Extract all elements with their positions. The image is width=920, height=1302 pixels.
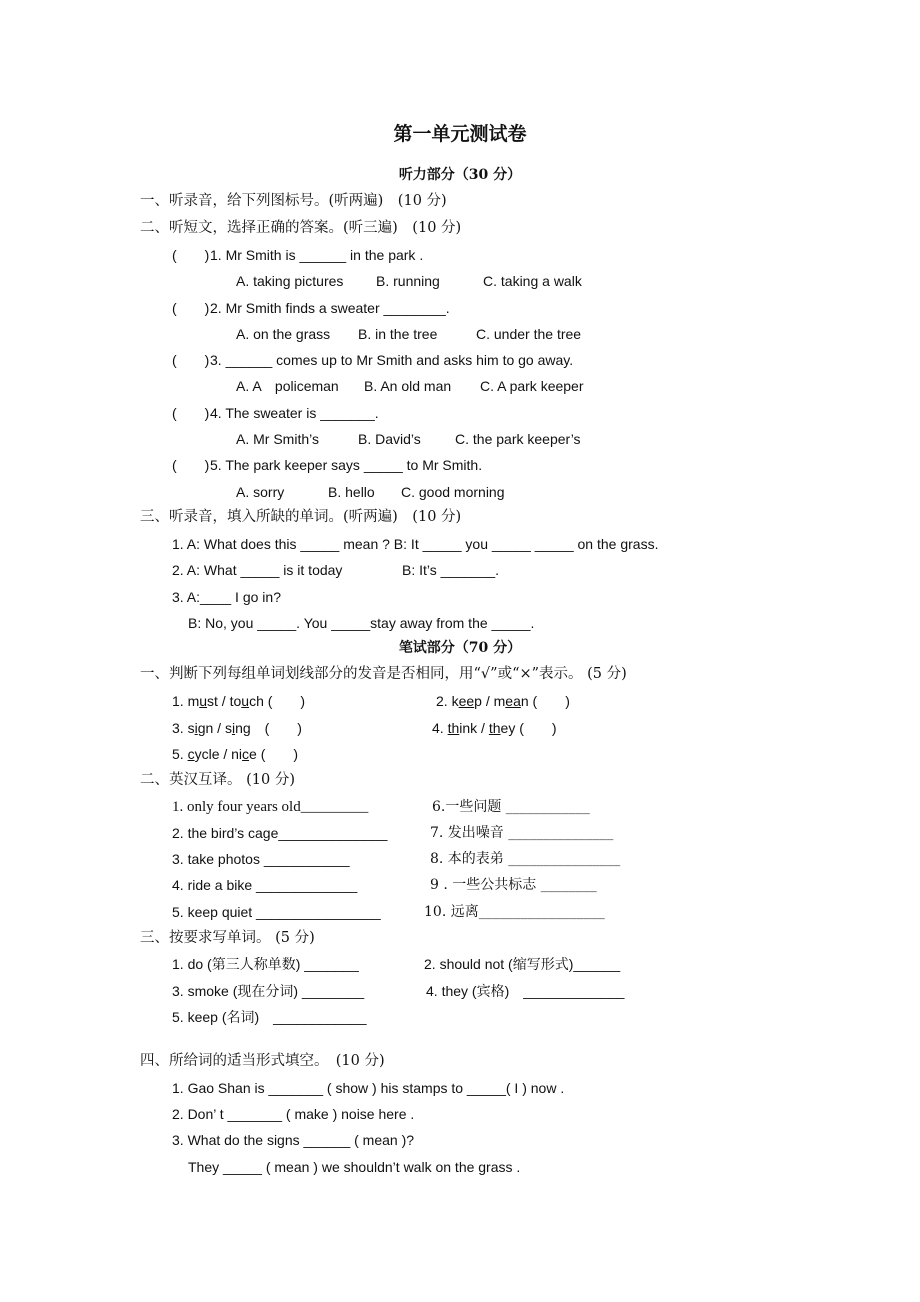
question-text: 4. The sweater is _______. [210,405,379,421]
grammar-item-1: 1. Gao Shan is _______ ( show ) his stamps to _____( I ) now . [172,1080,565,1096]
option-a: A. taking pictures [236,273,344,289]
writing-section-2: 二、英汉互译。 (10 分) [140,772,295,788]
grammar-item-3: 3. What do the signs ______ ( mean )? [172,1132,415,1148]
listening-section-3: 三、听录音，填入所缺的单词。(听两遍) (10 分) [140,509,462,525]
translate-item-6: 6.一些问题 ____________ [432,799,590,815]
listening-section-2: 二、听短文，选择正确的答案。(听三遍) (10 分) [140,220,462,236]
translate-item-1: 1. only four years old_________ [172,799,369,815]
answer-paren: ( ) [172,247,210,263]
fill-line-2a: 2. A: What _____ is it today [172,562,343,578]
fill-line-2b: B: It’s _______. [402,562,500,578]
answer-paren: ( ) [172,352,210,368]
phonics-pair-3: 3. sign / sing ( ) [172,720,302,736]
page-title: 第一单元测试卷 [393,123,527,145]
word-form-1: 1. do (第三人称单数) _______ [172,956,359,972]
option-a: A. on the grass [236,326,331,342]
phonics-pair-5: 5. cycle / nice ( ) [172,746,299,762]
writing-section-1: 一、判断下列每组单词划线部分的发音是否相同，用“√”或“×”表示。 (5 分) [140,666,627,682]
translate-item-10: 10. 远离__________________ [424,904,605,920]
fill-line-3a: 3. A:____ I go in? [172,589,281,605]
option-b: B. David’s [358,431,421,447]
option-b: B. An old man [364,378,452,394]
translate-item-3: 3. take photos ___________ [172,851,350,867]
writing-section-3: 三、按要求写单词。 (5 分) [140,930,315,946]
translate-item-7: 7. 发出噪音 _______________ [430,825,614,841]
option-b: B. hello [328,484,375,500]
option-a: A. Mr Smith’s [236,431,319,447]
option-b: B. running [376,273,440,289]
translate-item-2: 2. the bird’s cage______________ [172,825,388,841]
answer-paren: ( ) [172,300,210,316]
answer-paren: ( ) [172,405,210,421]
option-c: C. the park keeper’s [455,431,581,447]
option-c: C. under the tree [476,326,582,342]
grammar-item-3b: They _____ ( mean ) we shouldn’t walk on the grass . [188,1159,521,1175]
option-c: C. taking a walk [483,273,582,289]
option-b: B. in the tree [358,326,438,342]
question-text: 5. The park keeper says _____ to Mr Smith. [210,457,483,473]
fill-line-3b: B: No, you _____. You _____stay away from the _____. [188,615,535,631]
question-text: 1. Mr Smith is ______ in the park . [210,247,424,263]
listening-heading: 听力部分（30 分） [398,167,522,183]
question-text: 3. ______ comes up to Mr Smith and asks him to go away. [210,352,574,368]
fill-line-1: 1. A: What does this _____ mean ? B: It _____ you _____ _____ on the grass. [172,536,659,552]
option-a: A. sorry [236,484,285,500]
listening-section-1: 一、听录音，给下列图标号。(听两遍) (10 分) [140,193,447,209]
writing-section-4: 四、所给词的适当形式填空。 (10 分) [140,1053,385,1069]
translate-item-4: 4. ride a bike _____________ [172,877,358,893]
phonics-pair-1: 1. must / touch ( ) [172,693,306,709]
translate-item-5: 5. keep quiet ________________ [172,904,381,920]
word-form-3: 3. smoke (现在分词) ________ [172,983,365,999]
word-form-4: 4. they (宾格) _____________ [426,983,625,999]
word-form-2: 2. should not (缩写形式)______ [424,956,621,972]
word-form-5: 5. keep (名词) ____________ [172,1009,367,1025]
answer-paren: ( ) [172,457,210,473]
translate-item-9: 9 . 一些公共标志 ________ [430,877,597,893]
option-c: C. A park keeper [480,378,584,394]
phonics-pair-2: 2. keep / mean ( ) [436,693,570,709]
translate-item-8: 8. 本的表弟 ________________ [430,851,621,867]
writing-heading: 笔试部分（70 分） [398,640,522,656]
question-text: 2. Mr Smith finds a sweater ________. [210,300,450,316]
phonics-pair-4: 4. think / they ( ) [432,720,557,736]
grammar-item-2: 2. Don’ t _______ ( make ) noise here . [172,1106,415,1122]
option-a: A. A policeman [236,378,339,394]
option-c: C. good morning [401,484,505,500]
